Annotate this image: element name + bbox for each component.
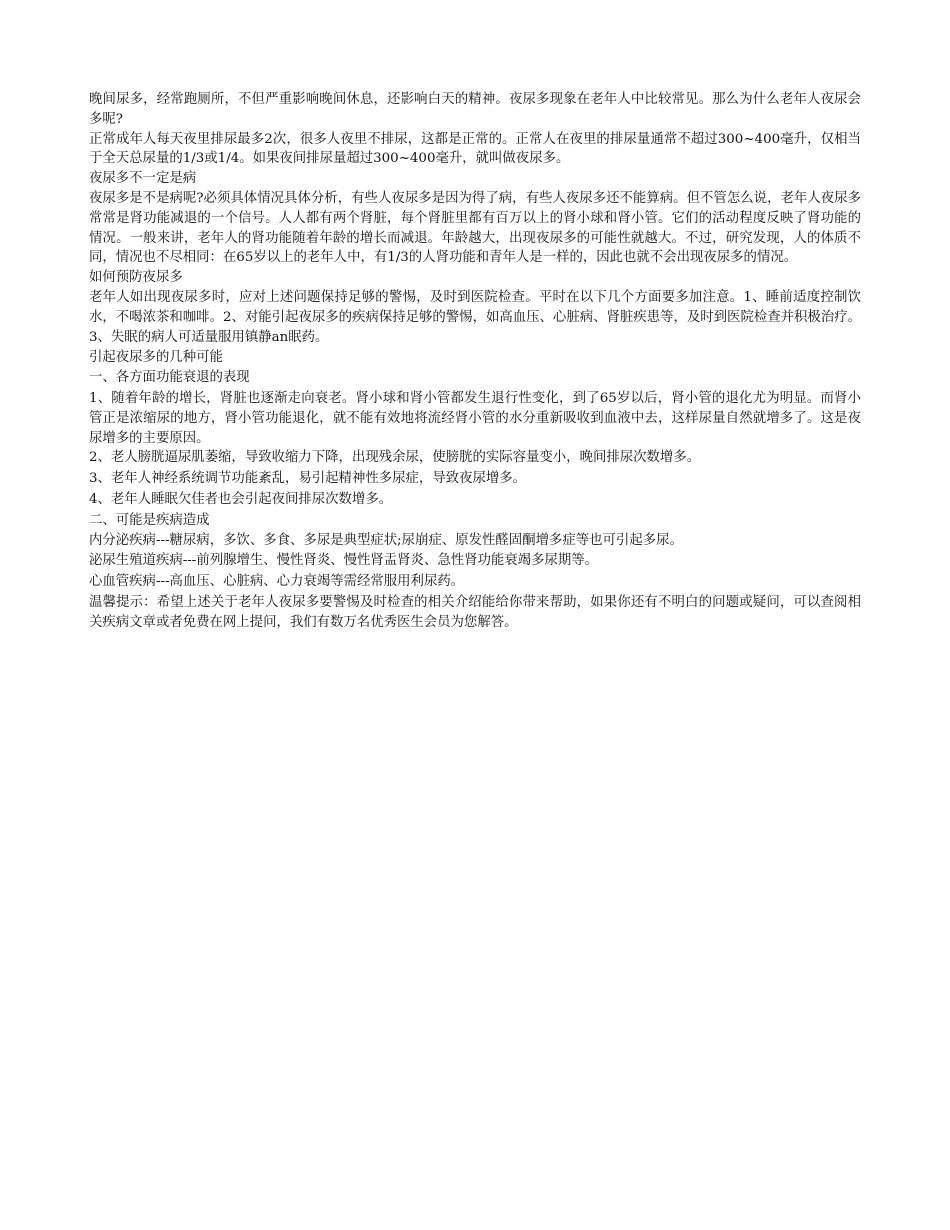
subheading-disease-causes: 二、可能是疾病造成 <box>89 512 210 528</box>
cause-item-1: 1、随着年龄的增长，肾脏也逐渐走向衰老。肾小球和肾小管都发生退行性变化，到了65岁以后，肾小管的退化尤为明显。而肾小管正是浓缩尿的地方，肾小管功能退化，就不能有效地将流经肾小管的水分重新吸收到血液中去，这样尿量自然就增多了。这是夜尿增多的主要原因。 <box>89 390 861 446</box>
prevention-paragraph: 老年人如出现夜尿多时，应对上述问题保持足够的警惕，及时到医院检查。平时在以下几个方面要多加注意。1、睡前适度控制饮水，不喝浓茶和咖啡。2、对能引起夜尿多的疾病保持足够的警惕，如高血压、心脏病、肾脏疾患等，及时到医院检查并积极治疗。3、失眠的病人可适量服用镇静an眠药。 <box>89 289 861 345</box>
subheading-function-decline: 一、各方面功能衰退的表现 <box>89 370 250 386</box>
disease-cardiovascular: 心血管疾病---高血压、心脏病、心力衰竭等需经常服用利尿药。 <box>89 574 465 590</box>
normal-urination-paragraph: 正常成年人每天夜里排尿最多2次，很多人夜里不排尿，这都是正常的。正常人在夜里的排尿量通常不超过300~400毫升，仅相当于全天总尿量的1/3或1/4。如果夜间排尿量超过300~400毫升，就叫做夜尿多。 <box>89 131 861 167</box>
section-heading-not-always-disease: 夜尿多不一定是病 <box>89 171 197 187</box>
intro-paragraph: 晚间尿多，经常跑厕所，不但严重影响晚间休息，还影响白天的精神。夜尿多现象在老年人中比较常见。那么为什么老年人夜尿会多呢? <box>89 92 861 127</box>
section-heading-causes: 引起夜尿多的几种可能 <box>89 350 223 366</box>
article-body <box>89 90 861 633</box>
cause-item-2: 2、老人膀胱逼尿肌萎缩，导致收缩力下降，出现残余尿，使膀胱的实际容量变小，晚间排尿次数增多。 <box>89 450 701 466</box>
disease-endocrine: 内分泌疾病---糖尿病，多饮、多食、多尿是典型症状;尿崩症、原发性醛固酮增多症等也可引起多尿。 <box>89 532 683 548</box>
cause-item-3: 3、老年人神经系统调节功能紊乱，易引起精神性多尿症，导致夜尿增多。 <box>89 471 527 487</box>
disease-urogenital: 泌尿生殖道疾病---前列腺增生、慢性肾炎、慢性肾盂肾炎、急性肾功能衰竭多尿期等。 <box>89 553 599 569</box>
section-heading-prevention: 如何预防夜尿多 <box>89 270 183 286</box>
kidney-function-paragraph: 夜尿多是不是病呢?必须具体情况具体分析，有些人夜尿多是因为得了病，有些人夜尿多还不能算病。但不管怎么说，老年人夜尿多常常是肾功能减退的一个信号。人人都有两个肾脏，每个肾脏里都有百万以上的肾小球和肾小管。它们的活动程度反映了肾功能的情况。一般来讲，老年人的肾功能随着年龄的增长而减退。年龄越大，出现夜尿多的可能性就越大。不过，研究发现，人的体质不同，情况也不尽相同：在65岁以上的老年人中，有1/3的人肾功能和青年人是一样的，因此也就不会出现夜尿多的情况。 <box>89 190 861 266</box>
warm-tip-paragraph: 温馨提示：希望上述关于老年人夜尿多要警惕及时检查的相关介绍能给你带来帮助，如果你还有不明白的问题或疑问，可以查阅相关疾病文章或者免费在网上提问，我们有数万名优秀医生会员为您解答。 <box>89 594 861 630</box>
cause-item-4: 4、老年人睡眠欠佳者也会引起夜间排尿次数增多。 <box>89 491 393 507</box>
